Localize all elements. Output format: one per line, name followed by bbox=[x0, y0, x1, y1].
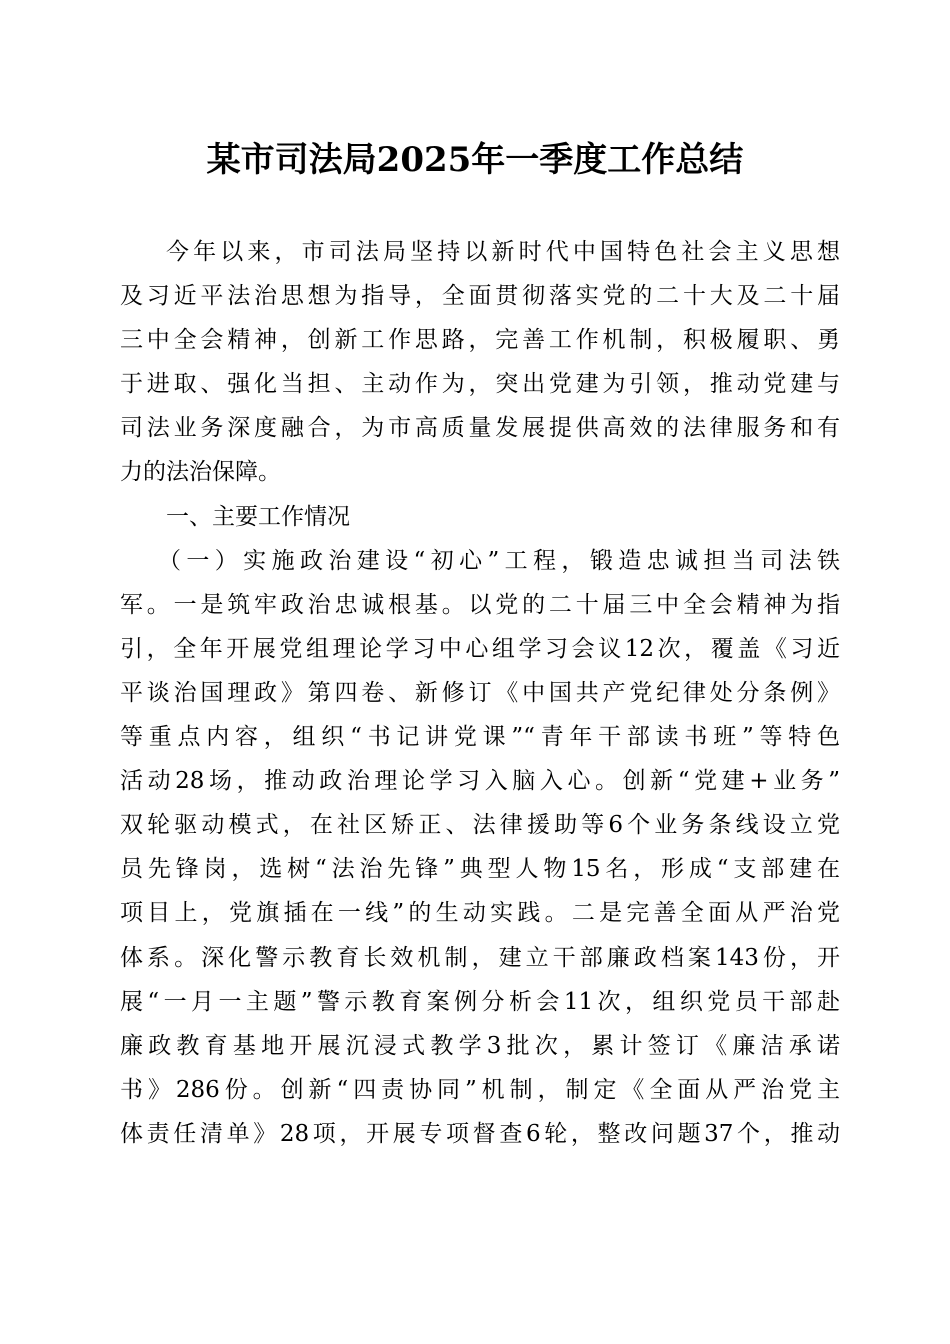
subsection-line: 体责任清单》28项，开展专项督查6轮，整改问题37个，推动 bbox=[120, 1120, 840, 1147]
intro-line: 今年以来，市司法局坚持以新时代中国特色社会主义思想 bbox=[166, 239, 840, 265]
document-body bbox=[120, 230, 840, 1156]
subsection-line: 双轮驱动模式，在社区矫正、法律援助等6个业务条线设立党 bbox=[120, 812, 840, 839]
subsection-line: 展“一月一主题”警示教育案例分析会11次，组织党员干部赴 bbox=[120, 988, 840, 1015]
intro-line: 力的法治保障。 bbox=[120, 459, 281, 486]
subsection-line: 引，全年开展党组理论学习中心组学习会议12次，覆盖《习近 bbox=[120, 635, 840, 662]
document-title: 某市司法局2025年一季度工作总结 bbox=[206, 140, 744, 180]
intro-line: 及习近平法治思想为指导，全面贯彻落实党的二十大及二十届 bbox=[120, 283, 840, 310]
intro-line: 三中全会精神，创新工作思路，完善工作机制，积极履职、勇 bbox=[120, 327, 840, 354]
subsection-line: 廉政教育基地开展沉浸式教学3批次，累计签订《廉洁承诺 bbox=[120, 1032, 840, 1059]
subsection-line: 等重点内容，组织“书记讲党课”“青年干部读书班”等特色 bbox=[120, 724, 840, 751]
subsection-line: 活动28场，推动政治理论学习入脑入心。创新“党建+业务” bbox=[120, 768, 840, 795]
subsection-line: 项目上，党旗插在一线”的生动实践。二是完善全面从严治党 bbox=[120, 900, 840, 927]
section-heading: 一、主要工作情况 bbox=[166, 503, 350, 530]
subsection-line: （一）实施政治建设“初心”工程，锻造忠诚担当司法铁 bbox=[158, 547, 840, 574]
subsection-line: 平谈治国理政》第四卷、新修订《中国共产党纪律处分条例》 bbox=[120, 679, 840, 706]
intro-line: 于进取、强化当担、主动作为，突出党建为引领，推动党建与 bbox=[120, 371, 840, 398]
subsection-line: 体系。深化警示教育长效机制，建立干部廉政档案143份，开 bbox=[120, 944, 840, 971]
intro-line: 司法业务深度融合，为市高质量发展提供高效的法律服务和有 bbox=[120, 415, 840, 442]
subsection-line: 军。一是筑牢政治忠诚根基。以党的二十届三中全会精神为指 bbox=[120, 591, 840, 618]
subsection-line: 书》286份。创新“四责协同”机制，制定《全面从严治党主 bbox=[120, 1076, 840, 1103]
subsection-line: 员先锋岗，选树“法治先锋”典型人物15名，形成“支部建在 bbox=[120, 856, 840, 883]
